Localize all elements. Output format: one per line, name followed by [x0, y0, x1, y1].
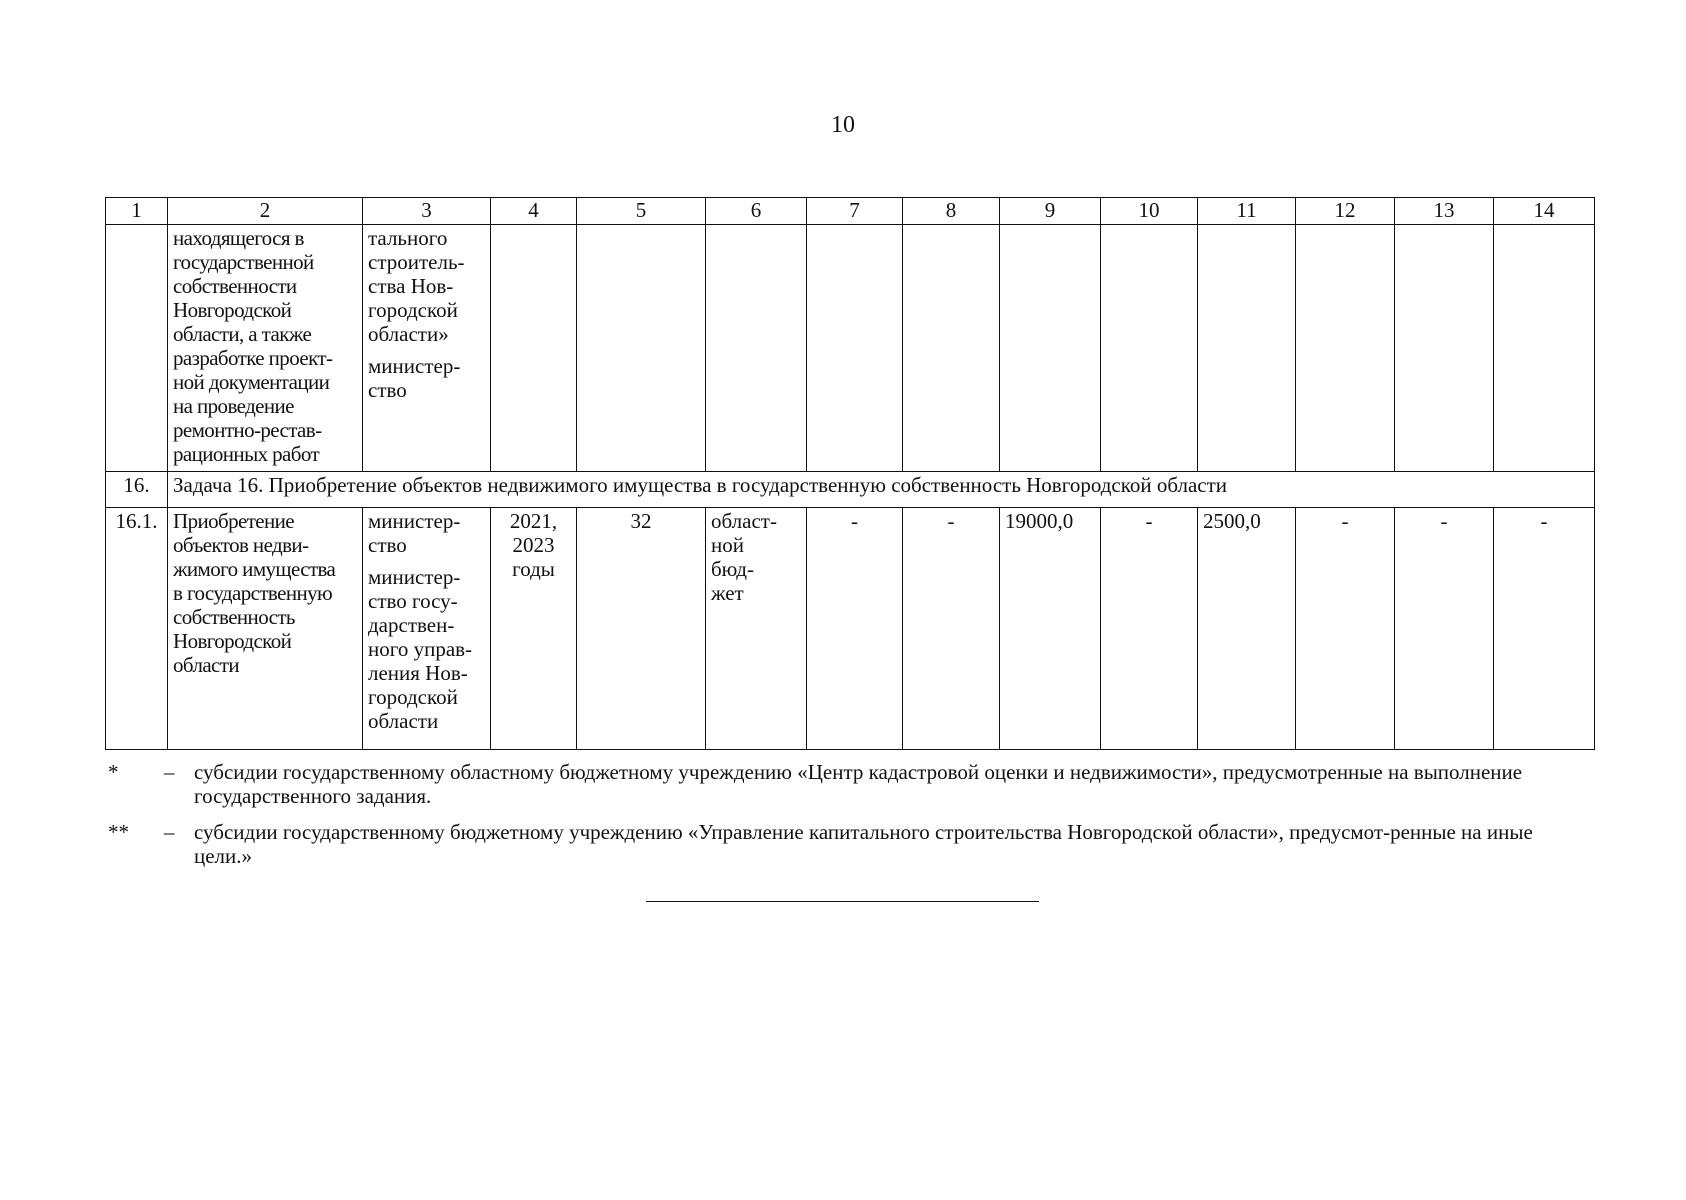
- task-number-cell: 16.: [106, 472, 168, 508]
- column-header: 8: [903, 198, 1000, 225]
- column-number-row: [106, 198, 1595, 225]
- column-header: 12: [1296, 198, 1395, 225]
- item-row: [106, 508, 1595, 750]
- footnote-dash: –: [164, 760, 175, 784]
- amount-cell: 19000,0: [1000, 508, 1101, 750]
- empty-cell: [1296, 225, 1395, 472]
- amount-cell: -: [1395, 508, 1494, 750]
- continuation-row: [106, 225, 1595, 472]
- executor-cell: министер- ство министер- ство госу- дарствен- ного управ- ления Нов- городской области: [363, 508, 491, 750]
- column-header: 9: [1000, 198, 1101, 225]
- amount-cell: -: [1296, 508, 1395, 750]
- amount-cell: 2500,0: [1198, 508, 1296, 750]
- column-header: 3: [363, 198, 491, 225]
- column-header: 10: [1101, 198, 1198, 225]
- footnote-text: субсидии государственному бюджетному учреждению «Управление капитального строительства Новгородской области», предусмот-ренные на иные цели.»: [194, 820, 1533, 868]
- empty-cell: [706, 225, 807, 472]
- executor-cell: тального строитель- ства Нов- городской области» министер- ство: [363, 225, 491, 472]
- column-header: 2: [168, 198, 363, 225]
- column-header: 5: [577, 198, 706, 225]
- task-row: [106, 472, 1595, 508]
- empty-cell: [491, 225, 577, 472]
- footnote-mark: **: [108, 820, 129, 844]
- years-cell: 2021, 2023 годы: [491, 508, 577, 750]
- column-header: 7: [807, 198, 903, 225]
- footnote-text: субсидии государственному областному бюджетному учреждению «Центр кадастровой оценки и недвижимости», предусмотренные на выполнение государственного задания.: [194, 760, 1523, 808]
- footnotes: [108, 760, 1593, 880]
- column-header: 13: [1395, 198, 1494, 225]
- amount-cell: -: [1494, 508, 1595, 750]
- empty-cell: [1494, 225, 1595, 472]
- empty-cell: [1101, 225, 1198, 472]
- column-header: 1: [106, 198, 168, 225]
- task-title-cell: Задача 16. Приобретение объектов недвижимого имущества в государственную собственность Новгородской области: [168, 472, 1595, 508]
- column-header: 11: [1198, 198, 1296, 225]
- empty-cell: [1198, 225, 1296, 472]
- item-number-cell: 16.1.: [106, 508, 168, 750]
- activity-name-cell: находящегося в государственной собственности Новгородской области, а также разработке проект- ной документации на проведение ремонтно-рестав- рационных работ: [168, 225, 363, 472]
- page-number: 10: [831, 112, 855, 138]
- column-header: 14: [1494, 198, 1595, 225]
- program-table: [105, 197, 1595, 750]
- amount-cell: -: [1101, 508, 1198, 750]
- amount-cell: -: [903, 508, 1000, 750]
- funding-source-cell: област- ной бюд- жет: [706, 508, 807, 750]
- footnote: [108, 760, 1593, 808]
- empty-cell: [903, 225, 1000, 472]
- column-header: 6: [706, 198, 807, 225]
- empty-cell: [1395, 225, 1494, 472]
- empty-cell: [577, 225, 706, 472]
- footnote-dash: –: [164, 820, 175, 844]
- empty-cell: [807, 225, 903, 472]
- activity-name-cell: Приобретение объектов недви- жимого имущества в государственную собственность Новгородской области: [168, 508, 363, 750]
- row-number-cell: [106, 225, 168, 472]
- footnote: [108, 820, 1593, 868]
- footnote-mark: *: [108, 760, 119, 784]
- closing-rule: [646, 901, 1039, 902]
- amount-cell: -: [807, 508, 903, 750]
- column-header: 4: [491, 198, 577, 225]
- empty-cell: [1000, 225, 1101, 472]
- target-indicator-cell: 32: [577, 508, 706, 750]
